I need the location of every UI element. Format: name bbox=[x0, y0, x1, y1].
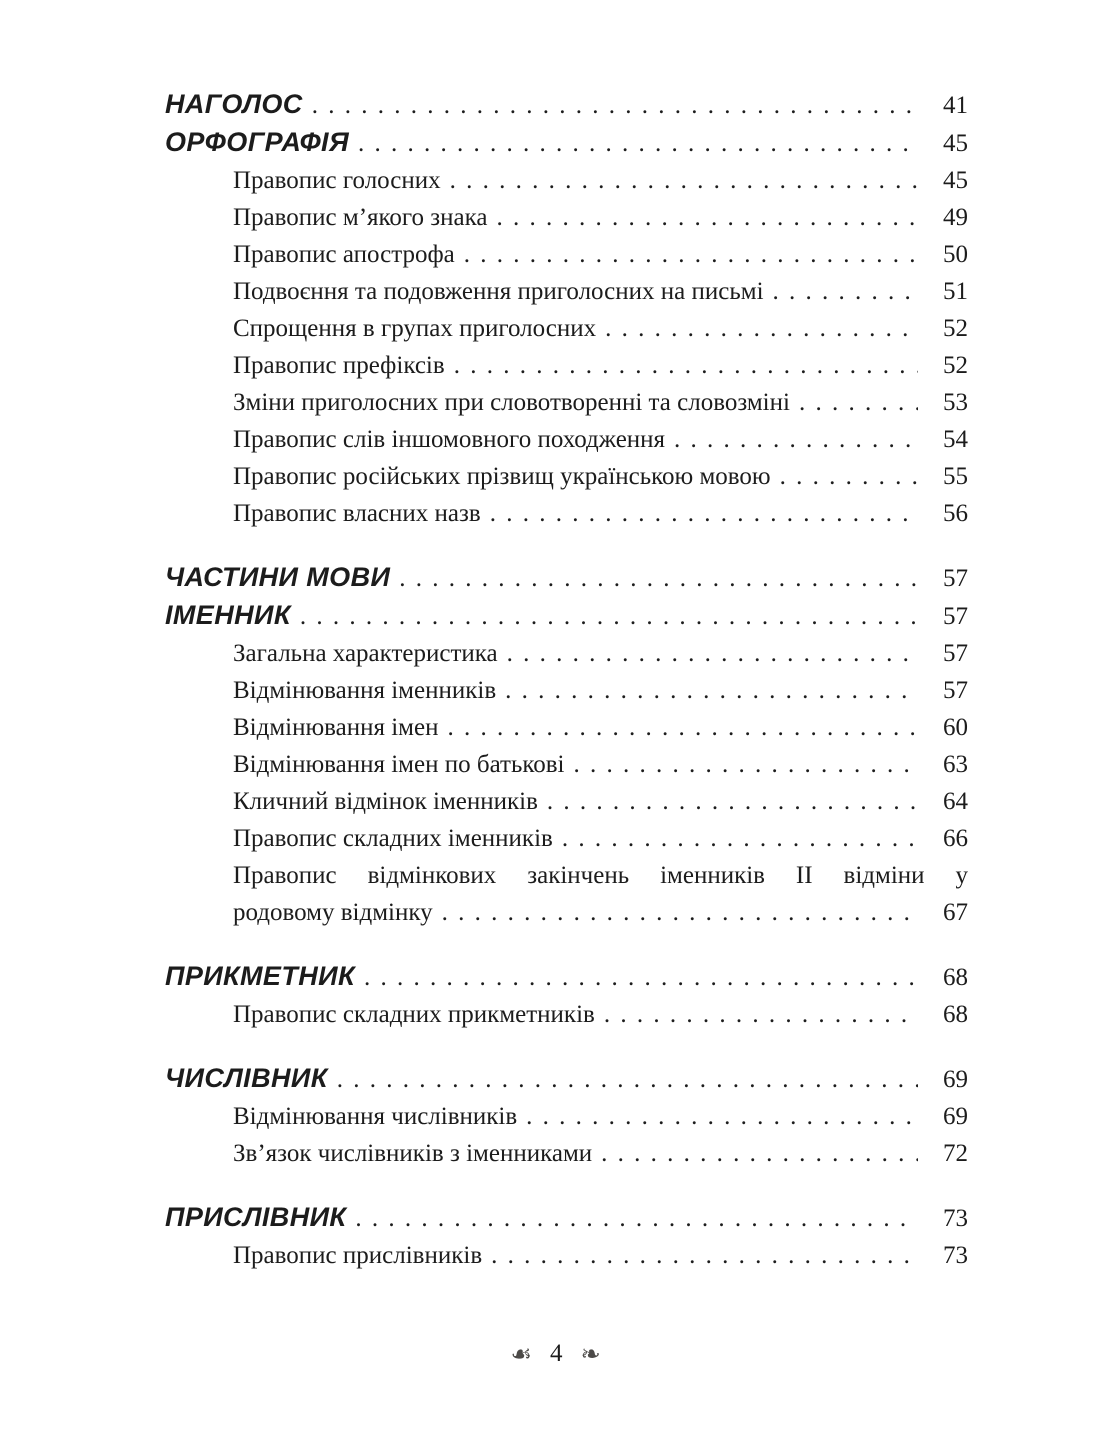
toc-entry bbox=[165, 996, 968, 1033]
toc-entry bbox=[165, 958, 968, 996]
toc-entry-page: 57 bbox=[943, 565, 968, 592]
dot-leader bbox=[355, 1200, 918, 1237]
dot-leader bbox=[490, 495, 918, 532]
toc-entry-page: 73 bbox=[943, 1205, 968, 1232]
toc-entry-label: Кличний відмінок іменників bbox=[233, 788, 538, 815]
toc-entry bbox=[165, 458, 968, 495]
toc-entry-page: 60 bbox=[943, 714, 968, 741]
dot-leader bbox=[358, 125, 918, 162]
toc-entry-page: 49 bbox=[943, 204, 968, 231]
toc-entry bbox=[165, 199, 968, 236]
toc-entry-page: 64 bbox=[943, 788, 968, 815]
toc-entry-page: 51 bbox=[943, 278, 968, 305]
toc-entry-label: Правопис апострофа bbox=[233, 241, 455, 268]
toc-entry-label: ІМЕННИК bbox=[165, 600, 291, 630]
dot-leader bbox=[497, 199, 918, 236]
dot-leader bbox=[773, 273, 918, 310]
dot-leader bbox=[780, 458, 918, 495]
toc-entry-page: 73 bbox=[943, 1242, 968, 1269]
toc-entry-label: Правопис прислівників bbox=[233, 1242, 483, 1269]
page-footer bbox=[0, 1340, 1111, 1368]
dot-leader bbox=[464, 236, 918, 273]
dot-leader bbox=[674, 421, 918, 458]
toc-entry-page: 57 bbox=[943, 640, 968, 667]
toc-entry bbox=[165, 635, 968, 672]
toc-entry-page: 52 bbox=[943, 352, 968, 379]
dot-leader bbox=[562, 820, 918, 857]
toc-entry bbox=[165, 86, 968, 124]
dot-leader bbox=[442, 894, 918, 931]
toc-entry-label: Правопис префіксів bbox=[233, 352, 445, 379]
toc-entry bbox=[165, 236, 968, 273]
toc-entry bbox=[165, 709, 968, 746]
toc-entry-page: 68 bbox=[943, 964, 968, 991]
toc-entry-label: Відмінювання імен по батькові bbox=[233, 751, 565, 778]
toc-entry-page: 52 bbox=[943, 315, 968, 342]
page-number: 4 bbox=[549, 1340, 563, 1367]
dot-leader bbox=[573, 746, 918, 783]
toc-entry bbox=[165, 273, 968, 310]
toc-entry bbox=[165, 1135, 968, 1172]
toc-entry-label: Відмінювання імен bbox=[233, 714, 439, 741]
toc-entry-page: 50 bbox=[943, 241, 968, 268]
dot-leader bbox=[547, 783, 918, 820]
dot-leader bbox=[337, 1061, 918, 1098]
dot-leader bbox=[507, 635, 918, 672]
toc-entry bbox=[165, 1060, 968, 1098]
toc-entry bbox=[165, 597, 968, 635]
toc-entry-label: Подвоєння та подовження приголосних на письмі bbox=[233, 278, 764, 305]
toc-entry-label: Правопис голосних bbox=[233, 167, 441, 194]
toc-entry-page: 54 bbox=[943, 426, 968, 453]
toc-entry bbox=[165, 894, 968, 931]
toc-entry bbox=[165, 1237, 968, 1274]
toc-entry-label: родовому відмінку bbox=[233, 899, 433, 926]
toc-section-adjective bbox=[165, 958, 968, 1033]
dot-leader bbox=[454, 347, 918, 384]
fleuron-right-icon: ❧ bbox=[580, 1340, 601, 1368]
toc-entry-label: Правопис власних назв bbox=[233, 500, 481, 527]
toc-section-numeral bbox=[165, 1060, 968, 1172]
toc-entry-label: Загальна характеристика bbox=[233, 640, 498, 667]
dot-leader bbox=[399, 560, 918, 597]
toc-entry bbox=[165, 310, 968, 347]
table-of-contents bbox=[165, 86, 968, 1274]
toc-entry bbox=[165, 495, 968, 532]
toc-entry-page: 41 bbox=[943, 92, 968, 119]
toc-entry bbox=[165, 1199, 968, 1237]
dot-leader bbox=[450, 162, 918, 199]
toc-entry-label: Зв’язок числівників з іменниками bbox=[233, 1140, 593, 1167]
toc-entry-label: Правопис російських прізвищ українською мовою bbox=[233, 463, 771, 490]
dot-leader bbox=[526, 1098, 918, 1135]
toc-entry-label: ОРФОГРАФІЯ bbox=[165, 127, 350, 157]
toc-entry bbox=[165, 384, 968, 421]
toc-entry-label: ПРИКМЕТНИК bbox=[165, 961, 355, 991]
toc-entry bbox=[165, 1098, 968, 1135]
toc-section-adverb bbox=[165, 1199, 968, 1274]
toc-entry-page: 67 bbox=[943, 899, 968, 926]
toc-entry-label: Правопис м’якого знака bbox=[233, 204, 488, 231]
dot-leader bbox=[605, 310, 918, 347]
toc-entry bbox=[165, 746, 968, 783]
toc-entry-page: 72 bbox=[943, 1140, 968, 1167]
dot-leader bbox=[601, 1135, 918, 1172]
toc-entry-label: Зміни приголосних при словотворенні та словозміні bbox=[233, 389, 790, 416]
toc-entry-label: ЧАСТИНИ МОВИ bbox=[165, 562, 391, 592]
toc-entry-page: 69 bbox=[943, 1103, 968, 1130]
toc-entry-page: 69 bbox=[943, 1066, 968, 1093]
toc-entry-label: Правопис слів іншомовного походження bbox=[233, 426, 666, 453]
dot-leader bbox=[312, 87, 918, 124]
toc-entry bbox=[165, 559, 968, 597]
toc-entry-label: ЧИСЛІВНИК bbox=[165, 1063, 328, 1093]
toc-entry bbox=[165, 124, 968, 162]
toc-entry-wrapped-line bbox=[165, 857, 968, 894]
toc-entry-page: 45 bbox=[943, 130, 968, 157]
toc-entry-page: 57 bbox=[943, 677, 968, 704]
toc-entry-label: Спрощення в групах приголосних bbox=[233, 315, 597, 342]
toc-entry-label: Правопис складних прикметників bbox=[233, 1001, 595, 1028]
toc-entry-label: Відмінювання іменників bbox=[233, 677, 497, 704]
toc-entry bbox=[165, 783, 968, 820]
toc-entry-page: 57 bbox=[943, 603, 968, 630]
dot-leader bbox=[604, 996, 918, 1033]
toc-entry-page: 68 bbox=[943, 1001, 968, 1028]
dot-leader bbox=[447, 709, 918, 746]
toc-entry-label: НАГОЛОС bbox=[165, 89, 303, 119]
toc-entry-page: 66 bbox=[943, 825, 968, 852]
toc-entry bbox=[165, 421, 968, 458]
toc-entry-label: ПРИСЛІВНИК bbox=[165, 1202, 347, 1232]
toc-entry-label: Правопис відмінкових закінчень іменників ІІ відміни у bbox=[233, 862, 968, 889]
dot-leader bbox=[491, 1237, 918, 1274]
toc-entry-page: 55 bbox=[943, 463, 968, 490]
toc-section-orthography bbox=[165, 86, 968, 532]
toc-entry bbox=[165, 162, 968, 199]
dot-leader bbox=[300, 598, 918, 635]
toc-entry-label: Відмінювання числівників bbox=[233, 1103, 518, 1130]
dot-leader bbox=[505, 672, 918, 709]
toc-entry-page: 53 bbox=[943, 389, 968, 416]
toc-entry-label: Правопис складних іменників bbox=[233, 825, 553, 852]
toc-entry-page: 63 bbox=[943, 751, 968, 778]
toc-entry bbox=[165, 672, 968, 709]
toc-section-noun bbox=[165, 559, 968, 931]
fleuron-left-icon: ☙ bbox=[510, 1340, 532, 1368]
dot-leader bbox=[364, 959, 918, 996]
toc-entry-page: 56 bbox=[943, 500, 968, 527]
toc-entry bbox=[165, 347, 968, 384]
toc-entry-page: 45 bbox=[943, 167, 968, 194]
toc-entry bbox=[165, 820, 968, 857]
dot-leader bbox=[799, 384, 918, 421]
